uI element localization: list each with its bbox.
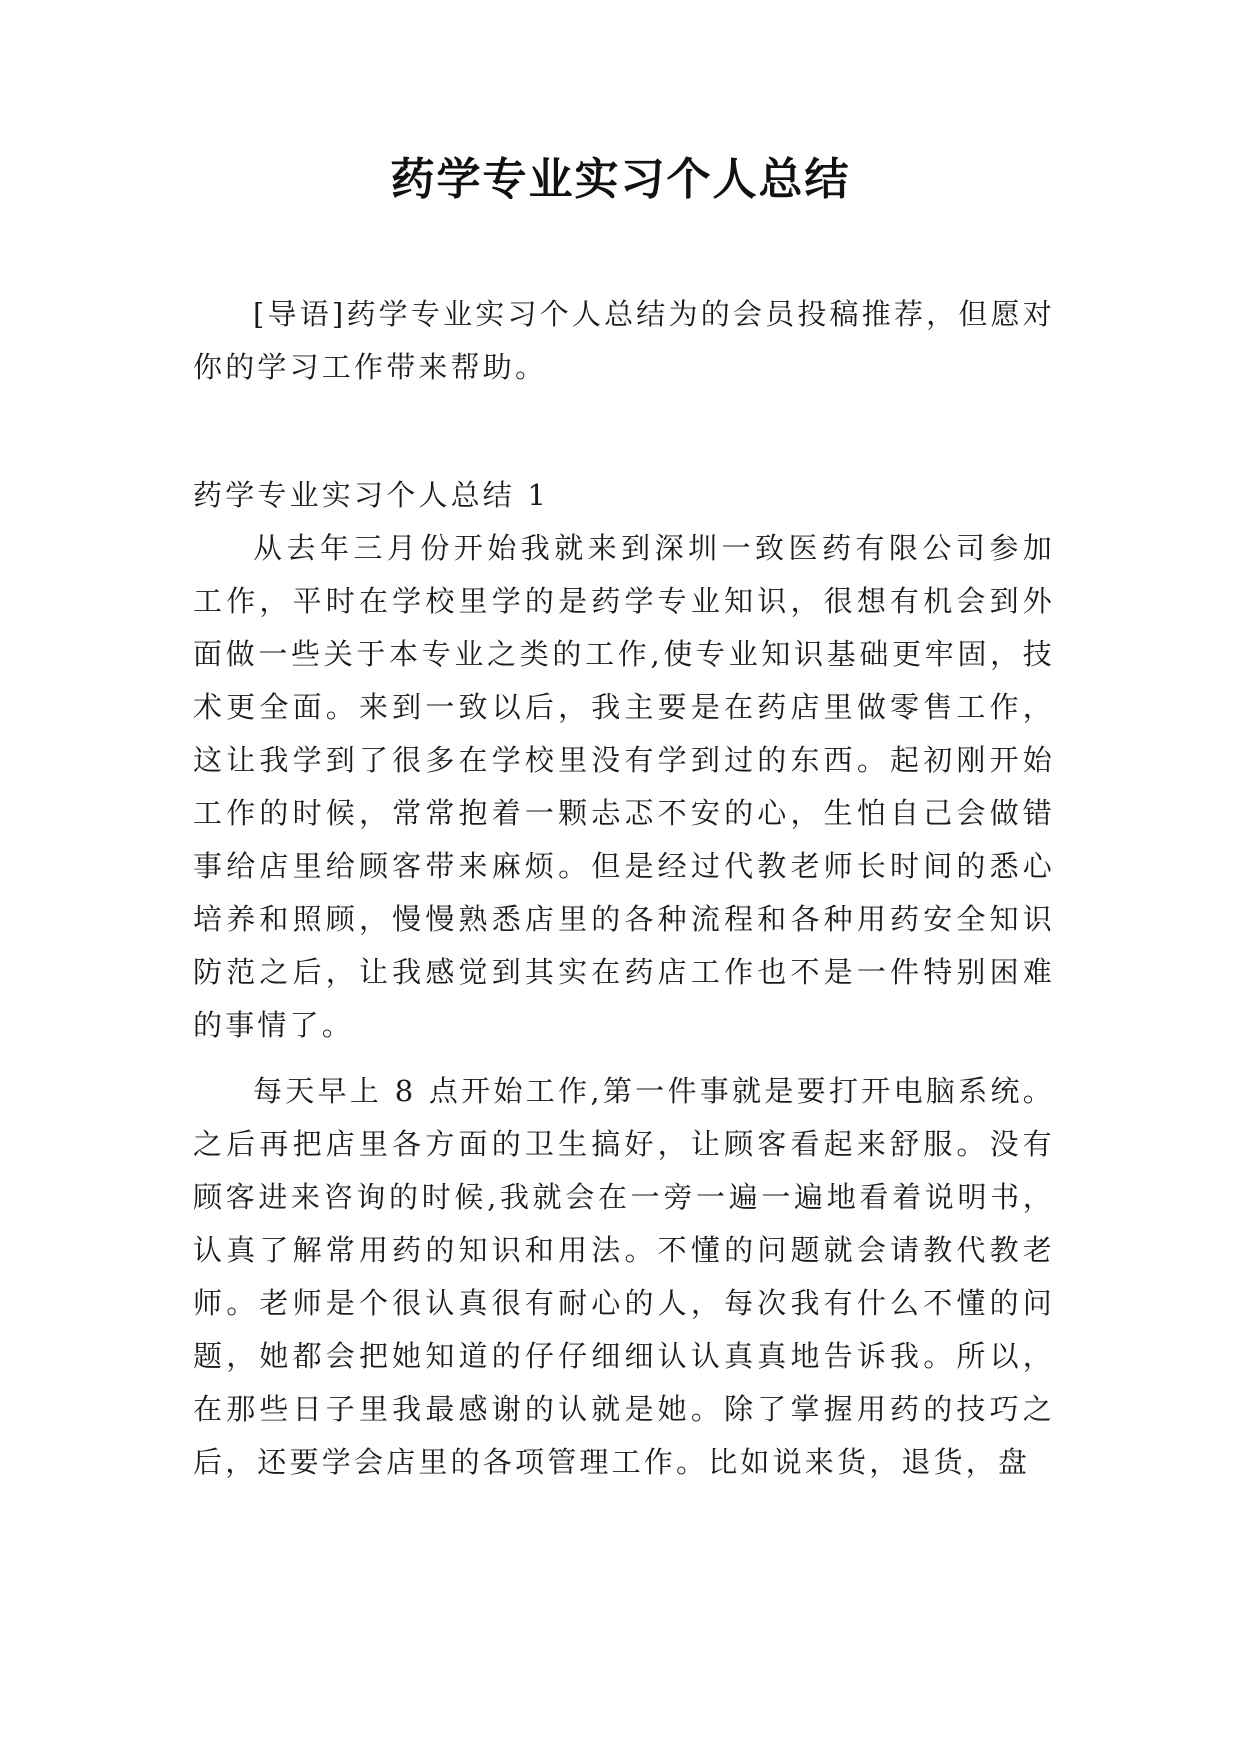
body-paragraph: 每天早上 8 点开始工作,第一件事就是要打开电脑系统。之后再把店里各方面的卫生搞好，让顾客看起来舒服。没有顾客进来咨询的时候,我就会在一旁一遍一遍地看着说明书，认真了解常用药的知识和用法。不懂的问题就会请教代教老师。老师是个很认真很有耐心的人，每次我有什么不懂的问题，她都会把她知道的仔仔细细认认真真地告诉我。所以，在那些日子里我最感谢的认就是她。除了掌握用药的技巧之后，还要学会店里的各项管理工作。比如说来货，退货，盘 <box>193 1074 1055 1479</box>
section-heading: 药学专业实习个人总结 1 <box>193 478 550 512</box>
body-paragraph: 从去年三月份开始我就来到深圳一致医药有限公司参加工作，平时在学校里学的是药学专业知识，很想有机会到外面做一些关于本专业之类的工作,使专业知识基础更牢固，技术更全面。来到一致以后，我主要是在药店里做零售工作，这让我学到了很多在学校里没有学到过的东西。起初刚开始工作的时候，常常抱着一颗忐忑不安的心，生怕自己会做错事给店里给顾客带来麻烦。但是经过代教老师长时间的悉心培养和照顾，慢慢熟悉店里的各种流程和各种用药安全知识防范之后，让我感觉到其实在药店工作也不是一件特别困难的事情了。 <box>193 531 1055 1042</box>
document-title: 药学专业实习个人总结 <box>390 154 851 205</box>
intro-paragraph: [导语]药学专业实习个人总结为的会员投稿推荐，但愿对你的学习工作带来帮助。 <box>193 297 1055 384</box>
